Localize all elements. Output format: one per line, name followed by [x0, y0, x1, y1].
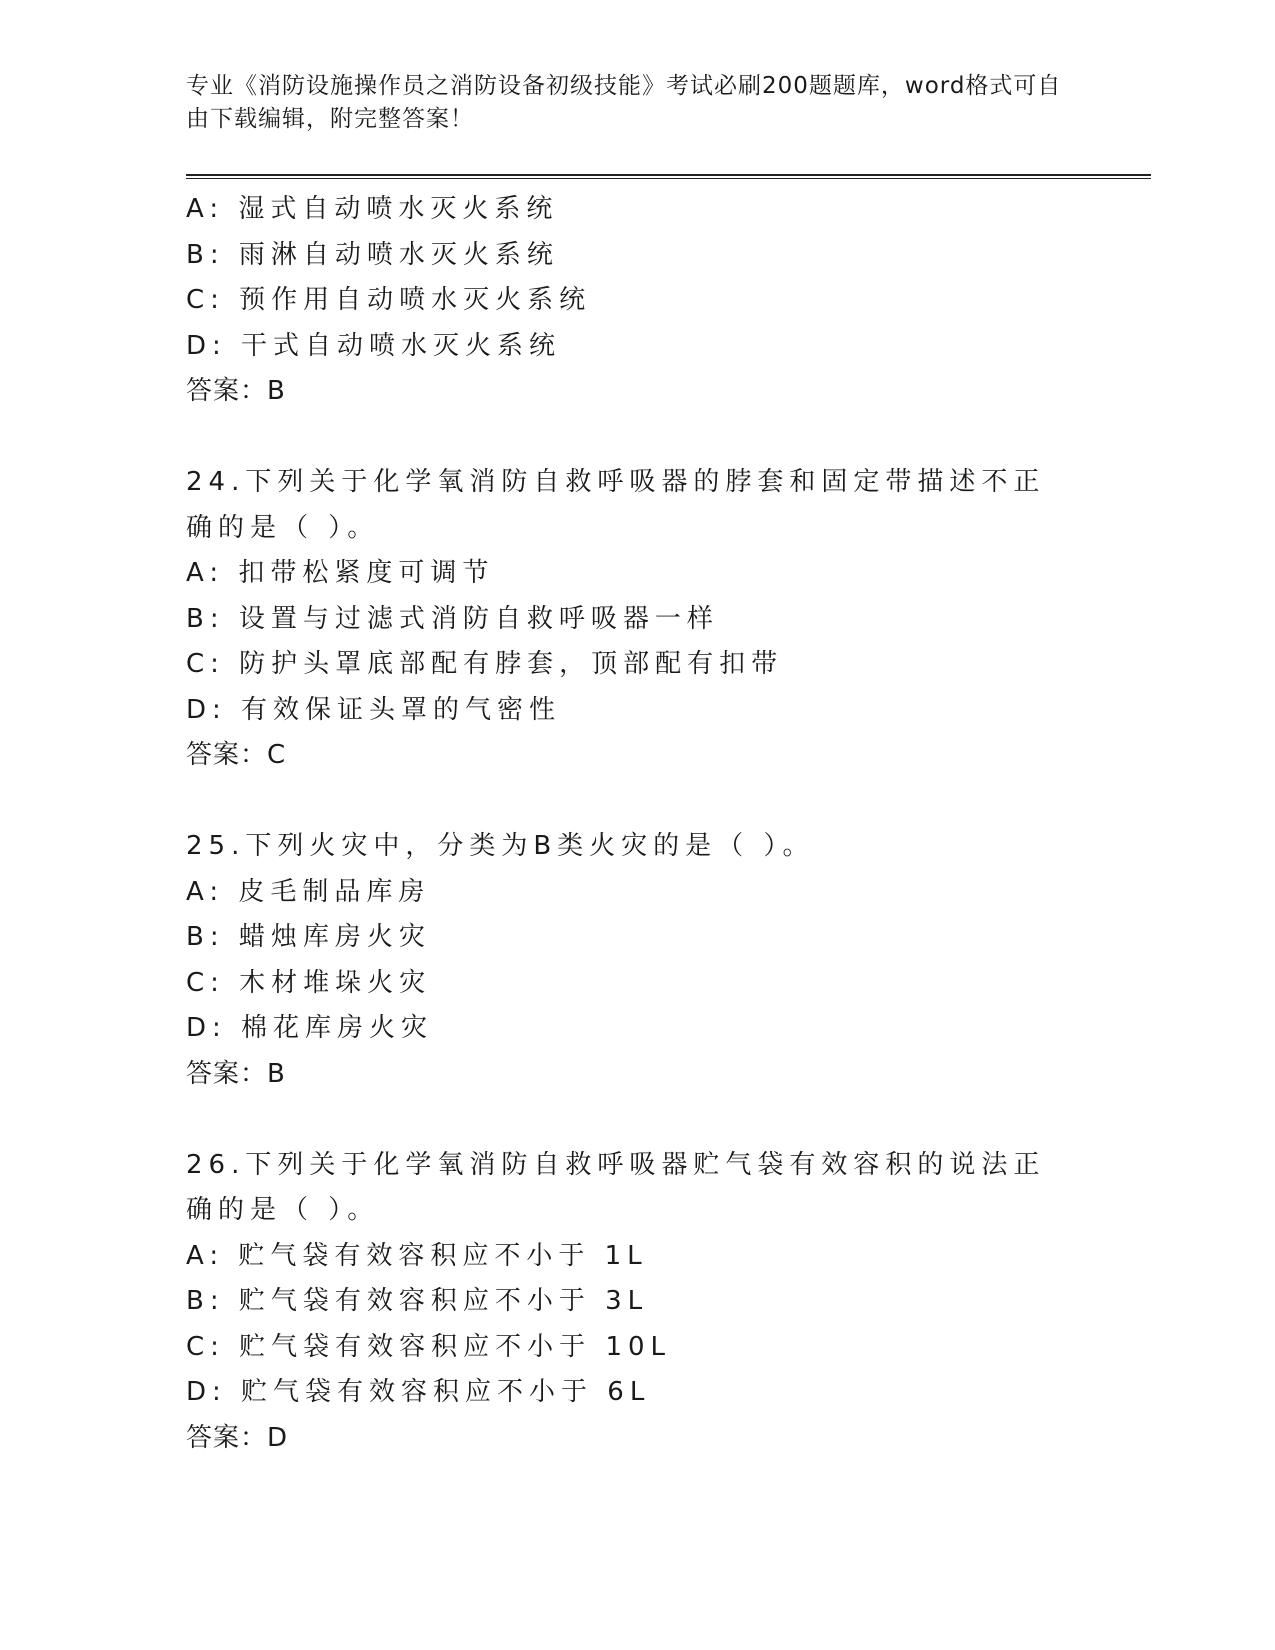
answer: 答案：C	[186, 740, 287, 770]
answer: 答案：B	[186, 1058, 286, 1089]
option-d: D: 贮气袋有效容积应不小于 6L	[186, 1377, 651, 1407]
option-c: C: 预作用自动喷水灭火系统	[186, 285, 592, 315]
document-page	[186, 70, 1151, 1461]
option-a: A: 湿式自动喷水灭火系统	[186, 194, 559, 224]
question-text: 26.下列关于化学氧消防自救呼吸器贮气袋有效容积的说法正确的是（ ）。	[186, 1149, 1046, 1225]
answer: 答案：B	[186, 376, 286, 406]
option-c: C: 贮气袋有效容积应不小于 10L	[186, 1331, 672, 1362]
document-header: 专业《消防设施操作员之消防设备初级技能》考试必刷200题题库，word格式可自由下载编辑，附完整答案！	[186, 73, 1062, 132]
spacer	[186, 779, 1151, 825]
answer: 答案：D	[186, 1422, 289, 1453]
option-d: D: 棉花库房火灾	[186, 1013, 434, 1043]
option-d: D: 干式自动喷水灭火系统	[186, 330, 562, 361]
spacer	[186, 1097, 1151, 1143]
option-c: C: 木材堆垛火灾	[186, 967, 432, 998]
question-text: 24.下列关于化学氧消防自救呼吸器的脖套和固定带描述不正确的是（ ）。	[186, 467, 1046, 543]
option-a: A: 皮毛制品库房	[186, 876, 431, 907]
option-b: B: 设置与过滤式消防自救呼吸器一样	[186, 603, 719, 634]
question-25	[186, 824, 1151, 1097]
option-d: D: 有效保证头罩的气密性	[186, 694, 562, 725]
header-divider	[186, 174, 1151, 179]
question-text: 25.下列火灾中，分类为B类火灾的是（ ）。	[186, 831, 815, 861]
option-c: C: 防护头罩底部配有脖套，顶部配有扣带	[186, 649, 784, 679]
option-a: A: 贮气袋有效容积应不小于 1L	[186, 1240, 648, 1271]
document-body	[186, 187, 1151, 1461]
question-23	[186, 187, 1151, 415]
question-24	[186, 460, 1151, 779]
option-a: A: 扣带松紧度可调节	[186, 558, 495, 588]
spacer	[186, 415, 1151, 461]
option-b: B: 蜡烛库房火灾	[186, 922, 431, 952]
question-26	[186, 1143, 1151, 1462]
option-b: B: 雨淋自动喷水灭火系统	[186, 239, 559, 270]
option-b: B: 贮气袋有效容积应不小于 3L	[186, 1286, 649, 1316]
